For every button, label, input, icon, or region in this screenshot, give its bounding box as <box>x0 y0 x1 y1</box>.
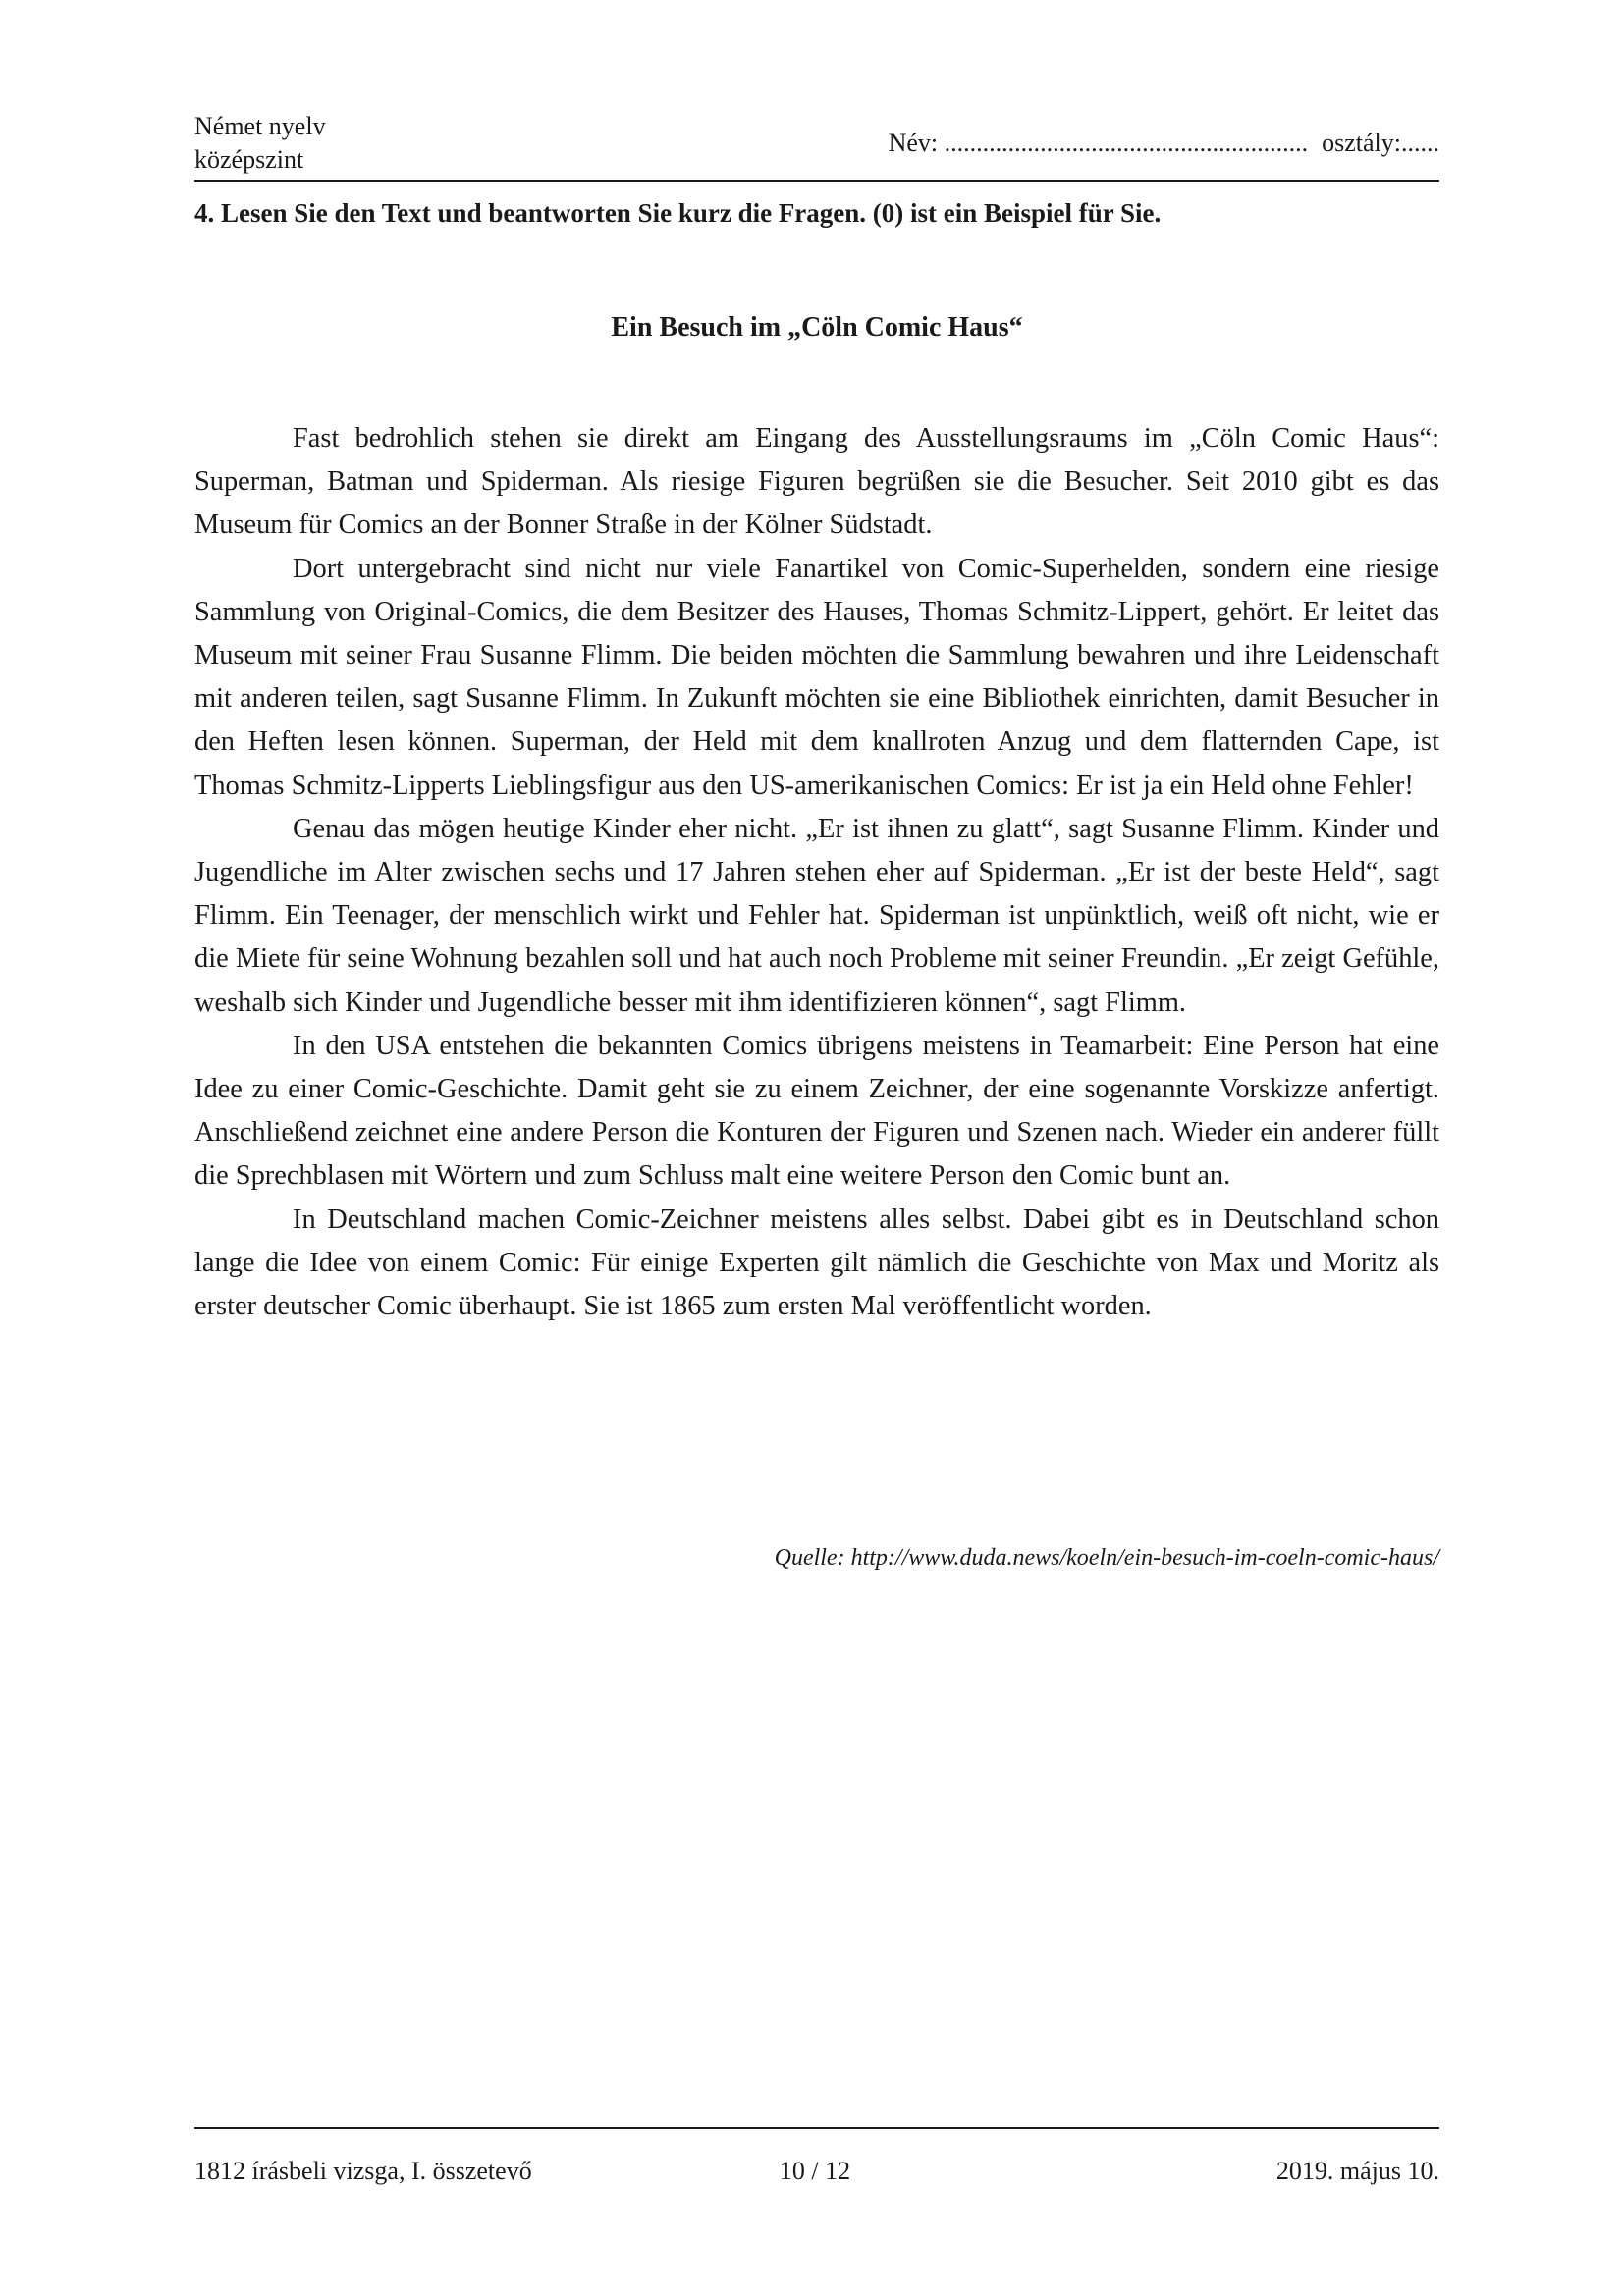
task-instruction: 4. Lesen Sie den Text und beantworten Sie kurz die Fragen. (0) ist ein Beispiel für Sie. <box>194 198 1162 228</box>
subject-line-2: középszint <box>194 145 304 174</box>
class-field: osztály:...... <box>1322 129 1439 157</box>
article-title: Ein Besuch im „Cöln Comic Haus“ <box>611 312 1023 343</box>
source-citation: Quelle: http://www.duda.news/koeln/ein-besuch-im-coeln-comic-haus/ <box>774 1545 1439 1571</box>
student-fields <box>889 127 1439 160</box>
article-paragraph: Dort untergebracht sind nicht nur viele Fanartikel von Comic-Superhelden, sondern eine riesige Sammlung von Original-Comics, die dem Besitzer des Hauses, Thomas Schmitz-Lippert, gehört. Er leitet das Museum mit seiner Frau Susanne Flimm. Die beiden möchten die Sammlung bewahren und ihre Leidenschaft mit anderen teilen, sagt Susanne Flimm. In Zukunft möchten sie eine Bibliothek einrichten, damit Besucher in den Heften lesen können. Superman, der Held mit dem knallroten Anzug und dem flatternden Cape, ist Thomas Schmitz-Lipperts Lieblingsfigur aus den US-amerikanischen Comics: Er ist ja ein Held ohne Fehler! <box>194 553 1439 801</box>
exam-label: 1812 írásbeli vizsga, I. összetevő <box>194 2157 532 2185</box>
article-paragraph: In den USA entstehen die bekannten Comics übrigens meistens in Teamarbeit: Eine Person hat eine Idee zu einer Comic-Geschichte. Damit geht sie zu einem Zeichner, der eine sogenannte Vorskizze anfertigt. Anschließend zeichnet eine andere Person die Konturen der Figuren und Szenen nach. Wieder ein anderer füllt die Sprechblasen mit Wörtern und zum Schluss malt eine weitere Person den Comic bunt an. <box>194 1030 1439 1192</box>
page-number: 10 / 12 <box>779 2157 851 2185</box>
footer-divider <box>194 2127 1439 2129</box>
subject-label <box>194 110 326 177</box>
page-header <box>194 110 1439 179</box>
article-paragraph: In Deutschland machen Comic-Zeichner meistens alles selbst. Dabei gibt es in Deutschland schon lange die Idee von einem Comic: Für einige Experten gilt nämlich die Geschichte von Max und Moritz als erster deutscher Comic überhaupt. Sie ist 1865 zum ersten Mal veröffentlicht worden. <box>194 1203 1439 1322</box>
name-field: Név: ......................................................... <box>888 129 1309 157</box>
article-paragraph: Genau das mögen heutige Kinder eher nicht. „Er ist ihnen zu glatt“, sagt Susanne Flimm. Kinder und Jugendliche im Alter zwischen sechs und 17 Jahren stehen eher auf Spiderman. „Er ist der beste Held“, sagt Flimm. Ein Teenager, der menschlich wirkt und Fehler hat. Spiderman ist unpünktlich, weiß oft nicht, wie er die Miete für seine Wohnung bezahlen soll und hat auch noch Probleme mit seiner Freundin. „Er zeigt Gefühle, weshalb sich Kinder und Jugendliche besser mit ihm identifizieren können“, sagt Flimm. <box>194 813 1439 1018</box>
subject-line-1: Német nyelv <box>194 112 326 140</box>
header-divider <box>194 180 1439 182</box>
exam-date: 2019. május 10. <box>1275 2157 1439 2185</box>
article-body <box>194 417 1439 1328</box>
article-paragraph: Fast bedrohlich stehen sie direkt am Eingang des Ausstellungsraums im „Cöln Comic Haus“: Superman, Batman und Spiderman. Als riesige Figuren begrüßen sie die Besucher. Seit 2010 gibt es das Museum für Comics an der Bonner Straße in der Kölner Südstadt. <box>194 423 1439 541</box>
